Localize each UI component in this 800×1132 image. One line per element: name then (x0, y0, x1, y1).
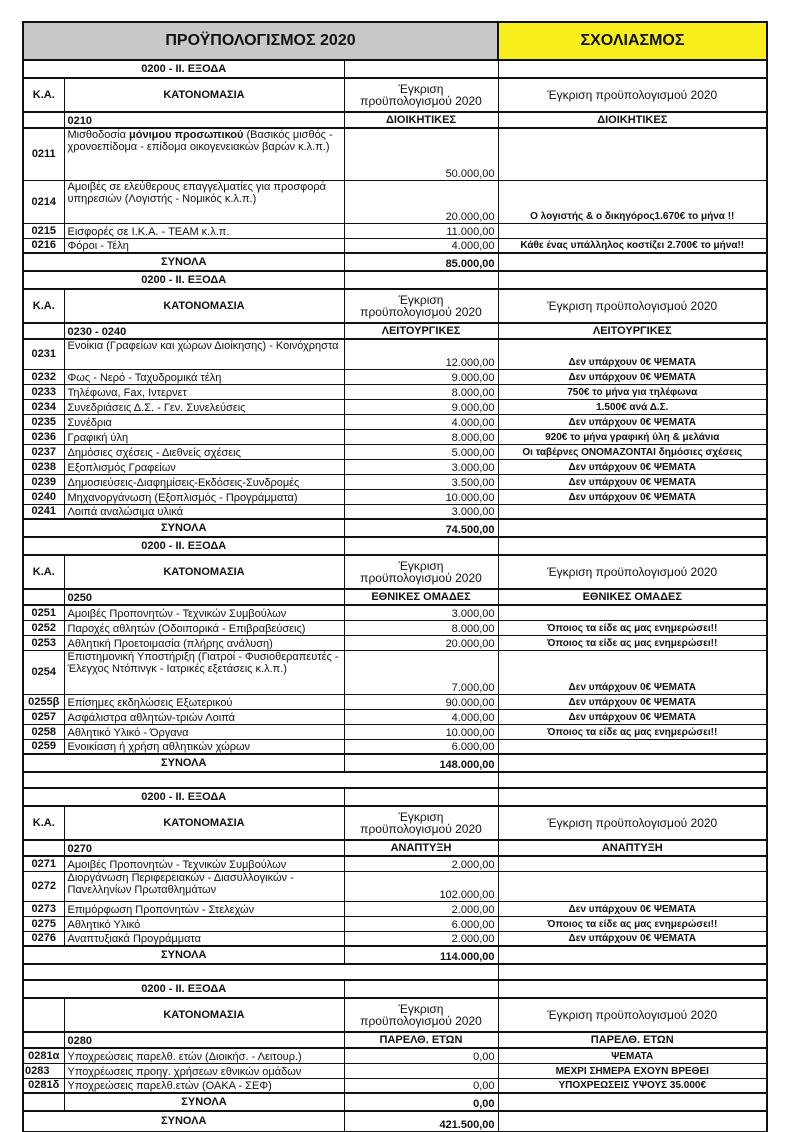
line-comment: Όποιος τα είδε ας μας ενημερώσει!! (498, 635, 767, 650)
line-name: Λοιπά αναλώσιμα υλικά (64, 504, 344, 519)
budget-line-row (23, 901, 767, 916)
line-comment: Όποιος τα είδε ας μας ενημερώσει!! (498, 620, 767, 635)
line-amount: 2.000,00 (344, 931, 498, 946)
section-label: 0200 - ΙΙ. ΕΞΟΔΑ (23, 537, 344, 555)
totals-label: ΣΥΝΟΛΑ (23, 253, 344, 271)
header-ka (23, 998, 64, 1032)
line-amount: 12.000,00 (344, 339, 498, 369)
column-header-row (23, 555, 767, 589)
section-total-row (23, 946, 767, 964)
line-name: Υποχρέωσεις προηγ. χρήσεων εθνικών ομάδων (64, 1063, 344, 1078)
category-row (23, 840, 767, 856)
line-name: Αθλητικό Υλικό (64, 916, 344, 931)
line-comment: Δεν υπάρχουν 0€ ΨΕΜΑΤΑ (498, 339, 767, 369)
line-code: 0216 (23, 238, 64, 253)
header-amount-line2: προϋπολογισμού 2020 (360, 94, 482, 108)
empty-cell (23, 840, 64, 856)
line-comment (498, 128, 767, 180)
line-name: Αθλητικό Υλικό - Όργανα (64, 724, 344, 739)
line-code: 0257 (23, 709, 64, 724)
spacer-cell (498, 772, 767, 788)
line-code: 0272 (23, 871, 64, 901)
header-name: ΚΑΤΟΝΟΜΑΣΙΑ (64, 78, 344, 112)
line-comment: 920€ το μήνα γραφική ύλη & μελάνια (498, 429, 767, 444)
category-code: 0230 - 0240 (64, 323, 344, 339)
line-amount: 8.000,00 (344, 620, 498, 635)
line-comment: ΥΠΟΧΡΕΩΣΕΙΣ ΥΨΟΥΣ 35.000€ (498, 1078, 767, 1093)
line-amount (344, 1063, 498, 1078)
line-comment: Οι ταβέρνες ΟΝΟΜΑΖΟΝΤΑΙ δημόσιες σχέσεις (498, 444, 767, 459)
header-amount (344, 806, 498, 840)
line-name: Υποχρεώσεις παρελθ. ετών (Διοικήσ. - Λειτουρ.) (64, 1048, 344, 1063)
line-comment: Δεν υπάρχουν 0€ ΨΕΜΑΤΑ (498, 650, 767, 694)
line-name: Επιμόρφωση Προπονητών - Στελεχών (64, 901, 344, 916)
header-amount (344, 78, 498, 112)
totals-label: ΣΥΝΟΛΑ (23, 519, 344, 537)
line-amount: 2.000,00 (344, 901, 498, 916)
grand-total-amount: 421.500,00 (344, 1111, 498, 1131)
line-code: 0211 (23, 128, 64, 180)
line-code: 0231 (23, 339, 64, 369)
header-amount-line1: Έγκριση (398, 1002, 444, 1016)
line-amount: 3.500,00 (344, 474, 498, 489)
empty-cell (23, 589, 64, 605)
header-ka: Κ.Α. (23, 78, 64, 112)
line-name: Επίσημες εκδηλώσεις Εξωτερικού (64, 694, 344, 709)
category-row (23, 323, 767, 339)
line-comment: 1.500€ ανά Δ.Σ. (498, 399, 767, 414)
line-name: Φόροι - Τέλη (64, 238, 344, 253)
line-name-emphasis: μόνιμου προσωπικού (129, 129, 244, 141)
budget-line-row (23, 620, 767, 635)
line-code: 0254 (23, 650, 64, 694)
line-name: Επιστημονική Υποστήριξη (Γιατροί - Φυσιοθεραπευτές - Έλεγχος Ντόπινγκ - Ιατρικές εξετάσεις κ.λ.π.) (64, 650, 344, 694)
budget-line-row (23, 724, 767, 739)
line-comment: Ο λογιστής & ο δικηγόρος1.670€ το μήνα !! (498, 180, 767, 223)
line-amount: 10.000,00 (344, 489, 498, 504)
category-comment: ΔΙΟΙΚΗΤΙΚΕΣ (498, 112, 767, 128)
grand-total-row (23, 1111, 767, 1131)
category-name: ΠΑΡΕΛΘ. ΕΤΩΝ (344, 1032, 498, 1048)
line-comment: ΜΕΧΡΙ ΣΗΜΕΡΑ ΕΧΟΥΝ ΒΡΕΘΕΙ (498, 1063, 767, 1078)
line-comment: 750€ το μήνα για τηλέφωνα (498, 384, 767, 399)
commentary-title: ΣΧΟΛΙΑΣΜΟΣ (498, 22, 767, 60)
header-ka: Κ.Α. (23, 806, 64, 840)
line-amount: 11.000,00 (344, 223, 498, 238)
empty-cell (344, 60, 498, 78)
category-row (23, 589, 767, 605)
budget-line-row (23, 1078, 767, 1093)
line-code: 0259 (23, 739, 64, 754)
section-total-amount: 74.500,00 (344, 519, 498, 537)
section-total-amount: 114.000,00 (344, 946, 498, 964)
line-amount: 8.000,00 (344, 384, 498, 399)
line-amount: 9.000,00 (344, 399, 498, 414)
budget-sheet (22, 21, 766, 1132)
line-amount: 5.000,00 (344, 444, 498, 459)
line-amount: 4.000,00 (344, 414, 498, 429)
header-amount-line1: Έγκριση (398, 293, 444, 307)
header-comment: Έγκριση προϋπολογισμού 2020 (498, 289, 767, 323)
line-code: 0276 (23, 931, 64, 946)
line-code: 0252 (23, 620, 64, 635)
line-name: Διοργάνωση Περιφερειακών - Διασυλλογικών - Πανελληνίων Πρωταθλημάτων (64, 871, 344, 901)
budget-line-row (23, 339, 767, 369)
budget-line-row (23, 180, 767, 223)
budget-table (22, 21, 768, 1132)
section-total-amount: 85.000,00 (344, 253, 498, 271)
category-name: ΔΙΟΙΚΗΤΙΚΕΣ (344, 112, 498, 128)
line-amount: 8.000,00 (344, 429, 498, 444)
spacer-cell (498, 964, 767, 980)
budget-line-row (23, 871, 767, 901)
line-comment: Δεν υπάρχουν 0€ ΨΕΜΑΤΑ (498, 901, 767, 916)
line-name: Φως - Νερό - Ταχυδρομικά τέλη (64, 369, 344, 384)
section-label: 0200 - ΙΙ. ΕΞΟΔΑ (23, 788, 344, 806)
column-header-row (23, 289, 767, 323)
line-amount: 3.000,00 (344, 504, 498, 519)
header-name: ΚΑΤΟΝΟΜΑΣΙΑ (64, 555, 344, 589)
column-header-row (23, 806, 767, 840)
line-comment: Όποιος τα είδε ας μας ενημερώσει!! (498, 724, 767, 739)
budget-line-row (23, 459, 767, 474)
header-amount-line2: προϋπολογισμού 2020 (360, 1014, 482, 1028)
empty-cell (23, 1032, 64, 1048)
totals-label: ΣΥΝΟΛΑ (23, 946, 344, 964)
section-label-row (23, 537, 767, 555)
category-comment: ΕΘΝΙΚΕΣ ΟΜΑΔΕΣ (498, 589, 767, 605)
empty-cell (498, 754, 767, 772)
line-comment: Δεν υπάρχουν 0€ ΨΕΜΑΤΑ (498, 709, 767, 724)
budget-line-row (23, 444, 767, 459)
budget-line-row (23, 504, 767, 519)
line-comment (498, 605, 767, 620)
line-name: Γραφική ύλη (64, 429, 344, 444)
budget-line-row (23, 709, 767, 724)
line-name: Ενοικίαση ή χρήση αθλητικών χώρων (64, 739, 344, 754)
empty-cell (344, 788, 498, 806)
line-code: 0241 (23, 504, 64, 519)
line-name-part: (Βασικός μισθός - χρονοεπίδομα - επίδομα οικογενειακών βαρών κ.λ.π.) (67, 129, 333, 153)
budget-title: ΠΡΟΫΠΟΛΟΓΙΣΜΟΣ 2020 (23, 22, 498, 60)
line-name: Εισφορές σε Ι.Κ.Α. - ΤΕΑΜ κ.λ.π. (64, 223, 344, 238)
section-total-row (23, 1093, 767, 1111)
header-ka: Κ.Α. (23, 555, 64, 589)
line-amount: 90.000,00 (344, 694, 498, 709)
header-name: ΚΑΤΟΝΟΜΑΣΙΑ (64, 998, 344, 1032)
line-comment: Δεν υπάρχουν 0€ ΨΕΜΑΤΑ (498, 369, 767, 384)
line-amount: 20.000,00 (344, 180, 498, 223)
budget-line-row (23, 605, 767, 620)
header-amount (344, 555, 498, 589)
budget-line-row (23, 489, 767, 504)
empty-cell (23, 323, 64, 339)
section-total-row (23, 253, 767, 271)
line-name: Παροχές αθλητών (Οδοιπορικά - Επιβραβεύσεις) (64, 620, 344, 635)
line-amount: 6.000,00 (344, 739, 498, 754)
spacer-cell (23, 772, 498, 788)
grand-total-label: ΣΥΝΟΛΑ (23, 1111, 344, 1131)
header-comment: Έγκριση προϋπολογισμού 2020 (498, 78, 767, 112)
section-label: 0200 - ΙΙ. ΕΞΟΔΑ (23, 60, 344, 78)
line-code: 0253 (23, 635, 64, 650)
header-name: ΚΑΤΟΝΟΜΑΣΙΑ (64, 289, 344, 323)
budget-line-row (23, 916, 767, 931)
category-comment: ΛΕΙΤΟΥΡΓΙΚΕΣ (498, 323, 767, 339)
budget-line-row (23, 369, 767, 384)
line-code: 0238 (23, 459, 64, 474)
line-comment (498, 223, 767, 238)
empty-cell (498, 788, 767, 806)
line-name: Ασφάλιστρα αθλητών-τριών Λοιπά (64, 709, 344, 724)
empty-cell (498, 253, 767, 271)
section-label-row (23, 271, 767, 289)
empty-cell (344, 980, 498, 998)
spacer-row (23, 772, 767, 788)
budget-line-row (23, 1063, 767, 1078)
section-label-row (23, 788, 767, 806)
section-label-row (23, 60, 767, 78)
section-label-row (23, 980, 767, 998)
budget-line-row (23, 223, 767, 238)
category-row (23, 112, 767, 128)
category-row (23, 1032, 767, 1048)
line-code: 0275 (23, 916, 64, 931)
empty-cell (498, 946, 767, 964)
budget-line-row (23, 739, 767, 754)
budget-line-row (23, 856, 767, 871)
empty-cell (23, 1093, 64, 1111)
empty-cell (498, 1111, 767, 1131)
section-total-row (23, 754, 767, 772)
category-name: ΑΝΑΠΤΥΞΗ (344, 840, 498, 856)
header-amount-line1: Έγκριση (398, 82, 444, 96)
empty-cell (498, 980, 767, 998)
line-code: 0237 (23, 444, 64, 459)
header-amount-line2: προϋπολογισμού 2020 (360, 305, 482, 319)
totals-label: ΣΥΝΟΛΑ (64, 1093, 344, 1111)
line-code: 0240 (23, 489, 64, 504)
line-name: Αμοιβές Προπονητών - Τεχνικών Συμβούλων (64, 605, 344, 620)
section-label: 0200 - ΙΙ. ΕΞΟΔΑ (23, 980, 344, 998)
empty-cell (344, 271, 498, 289)
line-code: 0258 (23, 724, 64, 739)
line-code: 0281δ (23, 1078, 64, 1093)
category-code: 0210 (64, 112, 344, 128)
column-header-row (23, 998, 767, 1032)
category-comment: ΑΝΑΠΤΥΞΗ (498, 840, 767, 856)
header-amount (344, 998, 498, 1032)
line-amount: 4.000,00 (344, 238, 498, 253)
line-comment (498, 504, 767, 519)
line-code: 0234 (23, 399, 64, 414)
line-comment: Δεν υπάρχουν 0€ ΨΕΜΑΤΑ (498, 474, 767, 489)
line-comment: Δεν υπάρχουν 0€ ΨΕΜΑΤΑ (498, 489, 767, 504)
header-amount-line2: προϋπολογισμού 2020 (360, 822, 482, 836)
line-name: Ενοίκια (Γραφείων και χώρων Διοίκησης) - Κοινόχρηστα (64, 339, 344, 369)
line-code: 0251 (23, 605, 64, 620)
line-comment: Δεν υπάρχουν 0€ ΨΕΜΑΤΑ (498, 694, 767, 709)
line-name: Αναπτυξιακά Προγράμματα (64, 931, 344, 946)
budget-line-row (23, 474, 767, 489)
line-amount: 50.000,00 (344, 128, 498, 180)
line-comment (498, 739, 767, 754)
empty-cell (498, 271, 767, 289)
budget-line-row (23, 384, 767, 399)
budget-line-row (23, 128, 767, 180)
line-name: Δημόσιες σχέσεις - Διεθνείς σχέσεις (64, 444, 344, 459)
budget-line-row (23, 1048, 767, 1063)
line-comment: Δεν υπάρχουν 0€ ΨΕΜΑΤΑ (498, 459, 767, 474)
line-code: 0215 (23, 223, 64, 238)
budget-line-row (23, 399, 767, 414)
budget-line-row (23, 650, 767, 694)
line-amount: 3.000,00 (344, 459, 498, 474)
line-name: Εξοπλισμός Γραφείων (64, 459, 344, 474)
header-name: ΚΑΤΟΝΟΜΑΣΙΑ (64, 806, 344, 840)
line-amount: 0,00 (344, 1048, 498, 1063)
budget-line-row (23, 694, 767, 709)
empty-cell (344, 537, 498, 555)
line-code: 0283 (23, 1063, 64, 1078)
section-label: 0200 - ΙΙ. ΕΞΟΔΑ (23, 271, 344, 289)
empty-cell (498, 519, 767, 537)
line-code: 0239 (23, 474, 64, 489)
category-name: ΕΘΝΙΚΕΣ ΟΜΑΔΕΣ (344, 589, 498, 605)
empty-cell (498, 60, 767, 78)
line-code: 0236 (23, 429, 64, 444)
line-amount: 9.000,00 (344, 369, 498, 384)
line-amount: 7.000,00 (344, 650, 498, 694)
budget-line-row (23, 414, 767, 429)
budget-line-row (23, 238, 767, 253)
empty-cell (498, 1093, 767, 1111)
header-comment: Έγκριση προϋπολογισμού 2020 (498, 998, 767, 1032)
header-amount (344, 289, 498, 323)
line-comment: Όποιος τα είδε ας μας ενημερώσει!! (498, 916, 767, 931)
line-comment (498, 856, 767, 871)
empty-cell (23, 112, 64, 128)
spacer-row (23, 964, 767, 980)
category-comment: ΠΑΡΕΛΘ. ΕΤΩΝ (498, 1032, 767, 1048)
line-comment: Δεν υπάρχουν 0€ ΨΕΜΑΤΑ (498, 414, 767, 429)
line-code: 0255β (23, 694, 64, 709)
line-code: 0235 (23, 414, 64, 429)
empty-cell (498, 537, 767, 555)
header-amount-line2: προϋπολογισμού 2020 (360, 571, 482, 585)
line-amount: 10.000,00 (344, 724, 498, 739)
line-amount: 0,00 (344, 1078, 498, 1093)
line-comment: Δεν υπάρχουν 0€ ΨΕΜΑΤΑ (498, 931, 767, 946)
line-name: Αμοιβές Προπονητών - Τεχνικών Συμβούλων (64, 856, 344, 871)
section-total-row (23, 519, 767, 537)
spacer-cell (23, 964, 498, 980)
budget-line-row (23, 931, 767, 946)
line-comment (498, 871, 767, 901)
line-name: Συνέδρια (64, 414, 344, 429)
category-name: ΛΕΙΤΟΥΡΓΙΚΕΣ (344, 323, 498, 339)
header-amount-line1: Έγκριση (398, 559, 444, 573)
line-comment: ΨΕΜΑΤΑ (498, 1048, 767, 1063)
category-code: 0280 (64, 1032, 344, 1048)
budget-line-row (23, 635, 767, 650)
line-name: Τηλέφωνα, Fax, Ιντερνετ (64, 384, 344, 399)
line-name-part: Μισθοδοσία (67, 129, 130, 141)
line-name: Αμοιβές σε ελεύθερους επαγγελματίες για προσφορά υπηρεσιών (Λογιστής - Νομικός κ.λ.π.) (64, 180, 344, 223)
line-amount: 6.000,00 (344, 916, 498, 931)
section-total-amount: 148.000,00 (344, 754, 498, 772)
line-name: Συνεδριάσεις Δ.Σ. - Γεν. Συνελεύσεις (64, 399, 344, 414)
line-name (64, 128, 344, 180)
header-ka: Κ.Α. (23, 289, 64, 323)
line-amount: 20.000,00 (344, 635, 498, 650)
line-amount: 102.000,00 (344, 871, 498, 901)
line-name: Αθλητική Προετοιμασία (πλήρης ανάλυση) (64, 635, 344, 650)
header-comment: Έγκριση προϋπολογισμού 2020 (498, 555, 767, 589)
line-amount: 3.000,00 (344, 605, 498, 620)
line-code: 0273 (23, 901, 64, 916)
line-code: 0233 (23, 384, 64, 399)
line-name: Δημοσιεύσεις-Διαφημίσεις-Εκδόσεις-Συνδρομές (64, 474, 344, 489)
line-code: 0271 (23, 856, 64, 871)
line-comment: Κάθε ένας υπάλληλος κοστίζει 2.700€ το μήνα!! (498, 238, 767, 253)
category-code: 0250 (64, 589, 344, 605)
line-code: 0232 (23, 369, 64, 384)
category-code: 0270 (64, 840, 344, 856)
line-amount: 2.000,00 (344, 856, 498, 871)
line-name: Υποχρεώσεις παρελθ.ετών (ΟΑΚΑ - ΣΕΦ) (64, 1078, 344, 1093)
header-amount-line1: Έγκριση (398, 810, 444, 824)
totals-label: ΣΥΝΟΛΑ (23, 754, 344, 772)
line-code: 0281α (23, 1048, 64, 1063)
line-amount: 4.000,00 (344, 709, 498, 724)
budget-line-row (23, 429, 767, 444)
line-name: Μηχανοργάνωση (Εξοπλισμός - Προγράμματα) (64, 489, 344, 504)
line-code: 0214 (23, 180, 64, 223)
section-total-amount: 0,00 (344, 1093, 498, 1111)
column-header-row (23, 78, 767, 112)
header-comment: Έγκριση προϋπολογισμού 2020 (498, 806, 767, 840)
